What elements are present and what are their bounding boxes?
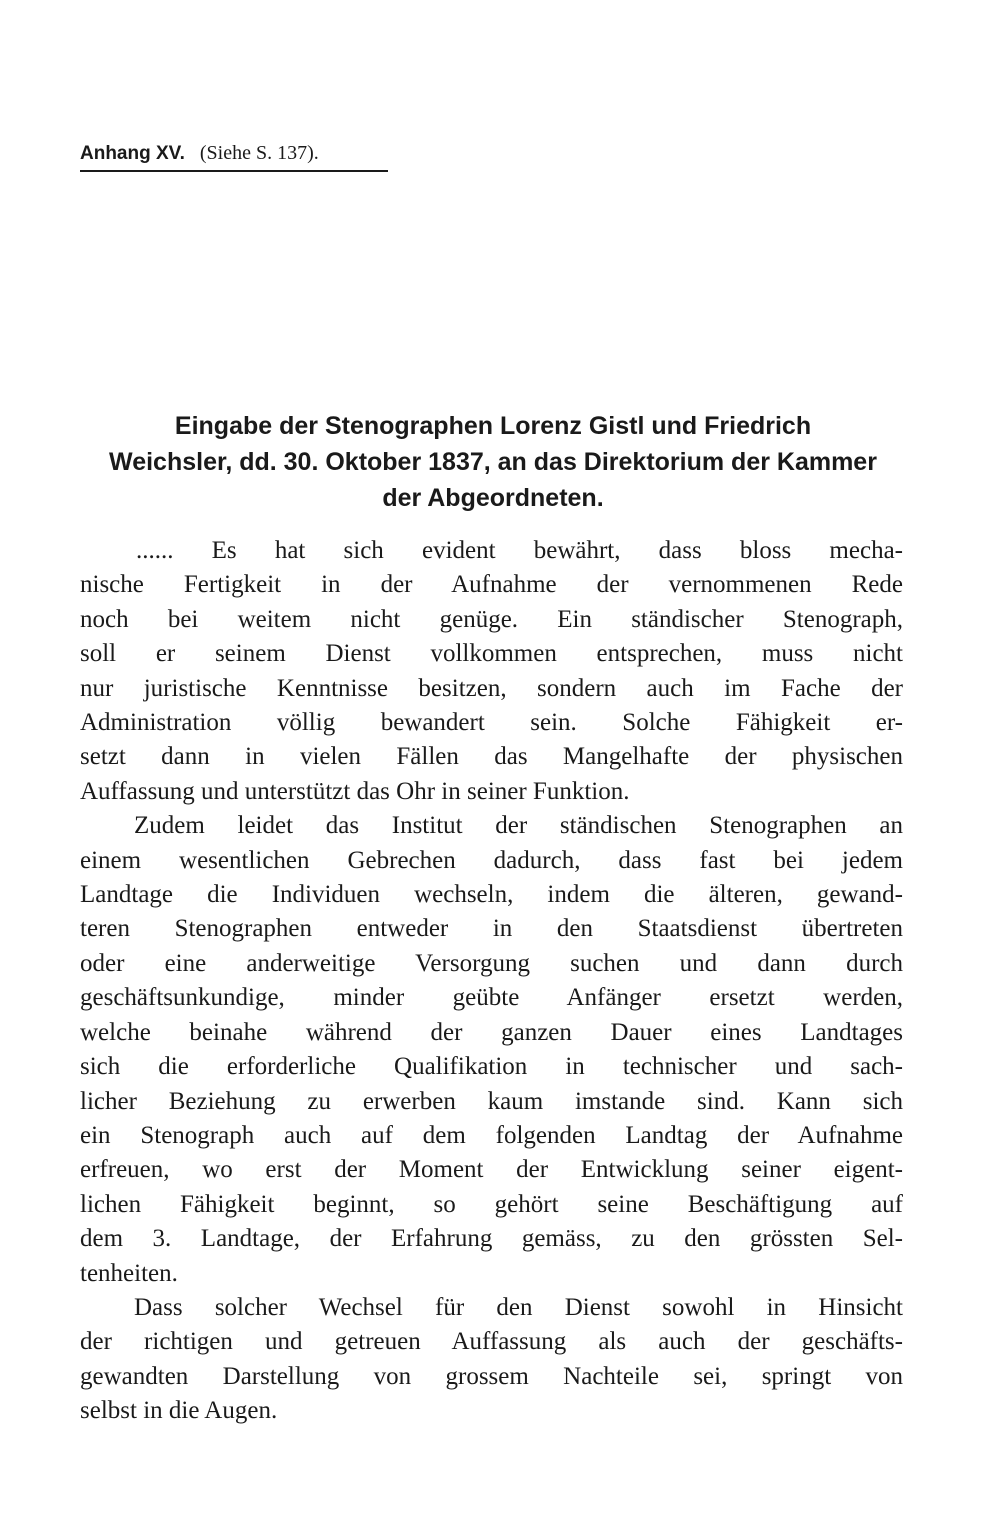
text-line: erfreuen, wo erst der Moment der Entwicklung seiner eigent- [80,1156,903,1184]
paragraph-3 [80,1291,903,1429]
text-line: welche beinahe während der ganzen Dauer eines Landtages [80,1018,903,1046]
document-body [80,534,903,1429]
paragraph-2 [80,809,903,1291]
text-line: noch bei weitem nicht genüge. Ein ständischer Stenograph, [80,605,903,633]
text-line: oder eine anderweitige Versorgung suchen und dann durch [80,949,903,977]
document-title [80,408,906,516]
title-line: Eingabe der Stenographen Lorenz Gistl und Friedrich [174,412,812,440]
text-line: licher Beziehung zu erwerben kaum imstande sind. Kann sich [80,1087,903,1115]
text-line: geschäftsunkundige, minder geübte Anfänger ersetzt werden, [80,984,903,1012]
text-line: Administration völlig bewandert sein. Solche Fähigkeit er- [80,709,903,737]
text-line: Landtage die Individuen wechseln, indem die älteren, gewand- [80,881,903,909]
appendix-label: Anhang XV. [80,143,185,164]
text-line: selbst in die Augen. [80,1397,278,1425]
text-line: nur juristische Kenntnisse besitzen, sondern auch im Fache der [80,674,903,702]
text-line: ...... Es hat sich evident bewährt, dass bloss mecha- [136,537,903,564]
page-reference: (Siehe S. 137). [199,142,319,164]
text-line: teren Stenographen entweder in den Staatsdienst übertreten [80,915,903,943]
text-line: soll er seinem Dienst vollkommen entsprechen, muss nicht [80,640,903,668]
title-line: der Abgeordneten. [382,484,604,512]
text-line: gewandten Darstellung von grossem Nachteile sei, springt von [80,1362,903,1390]
text-line: setzt dann in vielen Fällen das Mangelhafte der physischen [80,743,903,771]
text-line: der richtigen und getreuen Auffassung als auch der geschäfts- [80,1328,903,1356]
title-line: Weichsler, dd. 30. Oktober 1837, an das Direktorium der Kammer [109,448,877,476]
text-line: ein Stenograph auch auf dem folgenden Landtag der Aufnahme [80,1121,903,1149]
text-line: Zudem leidet das Institut der ständischen Stenographen an [134,812,903,840]
text-line: lichen Fähigkeit beginnt, so gehört seine Beschäftigung auf [80,1190,903,1218]
text-line: tenheiten. [80,1259,178,1287]
text-line: Dass solcher Wechsel für den Dienst sowohl in Hinsicht [134,1293,903,1321]
text-line: sich die erforderliche Qualifikation in technischer und sach- [80,1053,903,1081]
text-line: nische Fertigkeit in der Aufnahme der vernommenen Rede [80,571,903,599]
paragraph-1 [80,534,903,809]
text-line: dem 3. Landtage, der Erfahrung gemäss, zu den grössten Sel- [80,1225,903,1253]
text-line: Auffassung und unterstützt das Ohr in seiner Funktion. [80,777,630,805]
appendix-header [80,140,388,172]
text-line: einem wesentlichen Gebrechen dadurch, dass fast bei jedem [80,846,903,874]
